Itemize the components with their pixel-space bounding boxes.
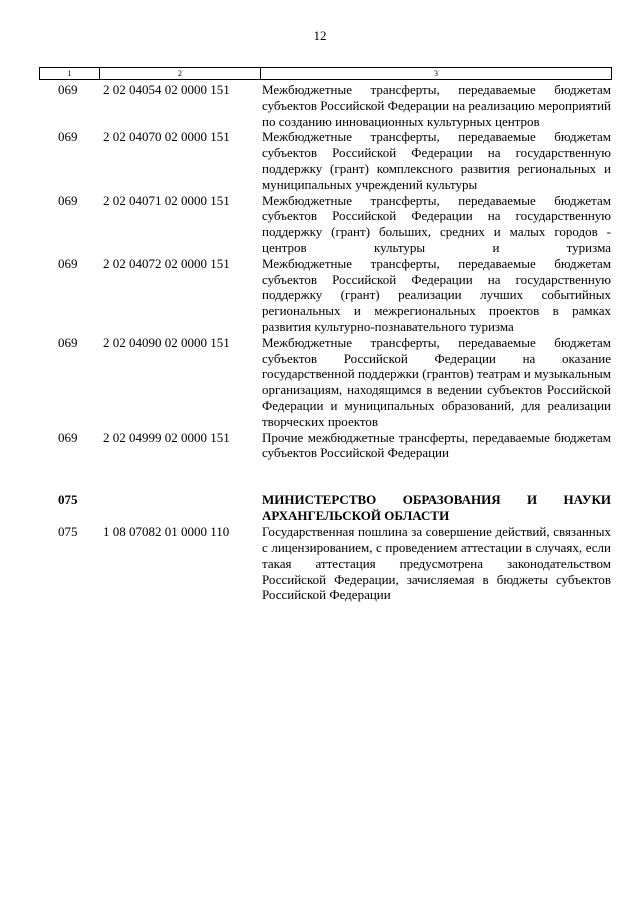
income-description: Прочие межбюджетные трансферты, передаваемые бюджетам субъектов Российской Федерации xyxy=(262,429,611,461)
table-row xyxy=(39,256,611,335)
income-description: Межбюджетные трансферты, передаваемые бюджетам субъектов Российской Федерации на государственную поддержку (грант) реализации лучших событийных региональных и межрегиональных проектов в рамках развития культурно-познавательного туризма xyxy=(262,255,611,334)
table-row xyxy=(39,82,611,129)
budget-code: 2 02 04071 02 0000 151 xyxy=(103,192,230,208)
income-description: Межбюджетные трансферты, передаваемые бюджетам субъектов Российской Федерации на реализацию мероприятий по созданию инновационных культурных центров xyxy=(262,82,611,129)
budget-code: 2 02 04070 02 0000 151 xyxy=(103,129,230,145)
table-row xyxy=(39,430,611,462)
column-header-table xyxy=(39,67,612,80)
admin-code: 069 xyxy=(58,429,78,445)
header-col-3: 3 xyxy=(261,68,612,80)
empty-code-cell xyxy=(100,492,259,524)
budget-code: 1 08 07082 01 0000 110 xyxy=(103,524,230,540)
header-col-2: 2 xyxy=(100,68,261,80)
ministry-admin-code: 075 xyxy=(58,492,78,508)
income-description: Межбюджетные трансферты, передаваемые бюджетам субъектов Российской Федерации на государственную поддержку (грант) комплексного развития региональных и муниципальных учреждений культуры xyxy=(262,129,611,192)
budget-code: 2 02 04072 02 0000 151 xyxy=(103,255,230,271)
section-spacer xyxy=(39,461,611,492)
income-description: Государственная пошлина за совершение действий, связанных с лицензированием, с проведением аттестации в случаях, если такая аттестация предусмотрена законодательством Российской Федерации, зачисляемая в бюджеты субъектов Российской Федерации xyxy=(262,524,611,603)
admin-code: 069 xyxy=(58,82,78,97)
admin-code: 069 xyxy=(58,255,78,271)
table-row xyxy=(39,335,611,430)
budget-code: 2 02 04090 02 0000 151 xyxy=(103,334,230,350)
header-col-1: 1 xyxy=(40,68,100,80)
page-number: 12 xyxy=(313,28,327,43)
budget-code: 2 02 04054 02 0000 151 xyxy=(103,82,230,97)
admin-code: 069 xyxy=(58,334,78,350)
admin-code: 069 xyxy=(58,129,78,145)
ministry-heading-row xyxy=(39,492,611,524)
ministry-name: МИНИСТЕРСТВО ОБРАЗОВАНИЯ И НАУКИ АРХАНГЕЛЬСКОЙ ОБЛАСТИ xyxy=(262,492,611,524)
income-description: Межбюджетные трансферты, передаваемые бюджетам субъектов Российской Федерации на оказание государственной поддержки (грантов) театрам и музыкальным организациям, находящимся в ведении субъектов Российской Федерации и муниципальных образований, для реализации творческих проектов xyxy=(262,334,611,429)
table-row xyxy=(39,524,611,603)
admin-code: 075 xyxy=(58,524,78,540)
table-row xyxy=(39,129,611,192)
admin-code: 069 xyxy=(58,192,78,208)
income-description: Межбюджетные трансферты, передаваемые бюджетам субъектов Российской Федерации на государственную поддержку (грант) больших, средних и малых городов - центров культуры и туризма xyxy=(262,192,611,255)
table-row xyxy=(39,193,611,256)
budget-code: 2 02 04999 02 0000 151 xyxy=(103,429,230,445)
income-code-list xyxy=(39,82,611,603)
